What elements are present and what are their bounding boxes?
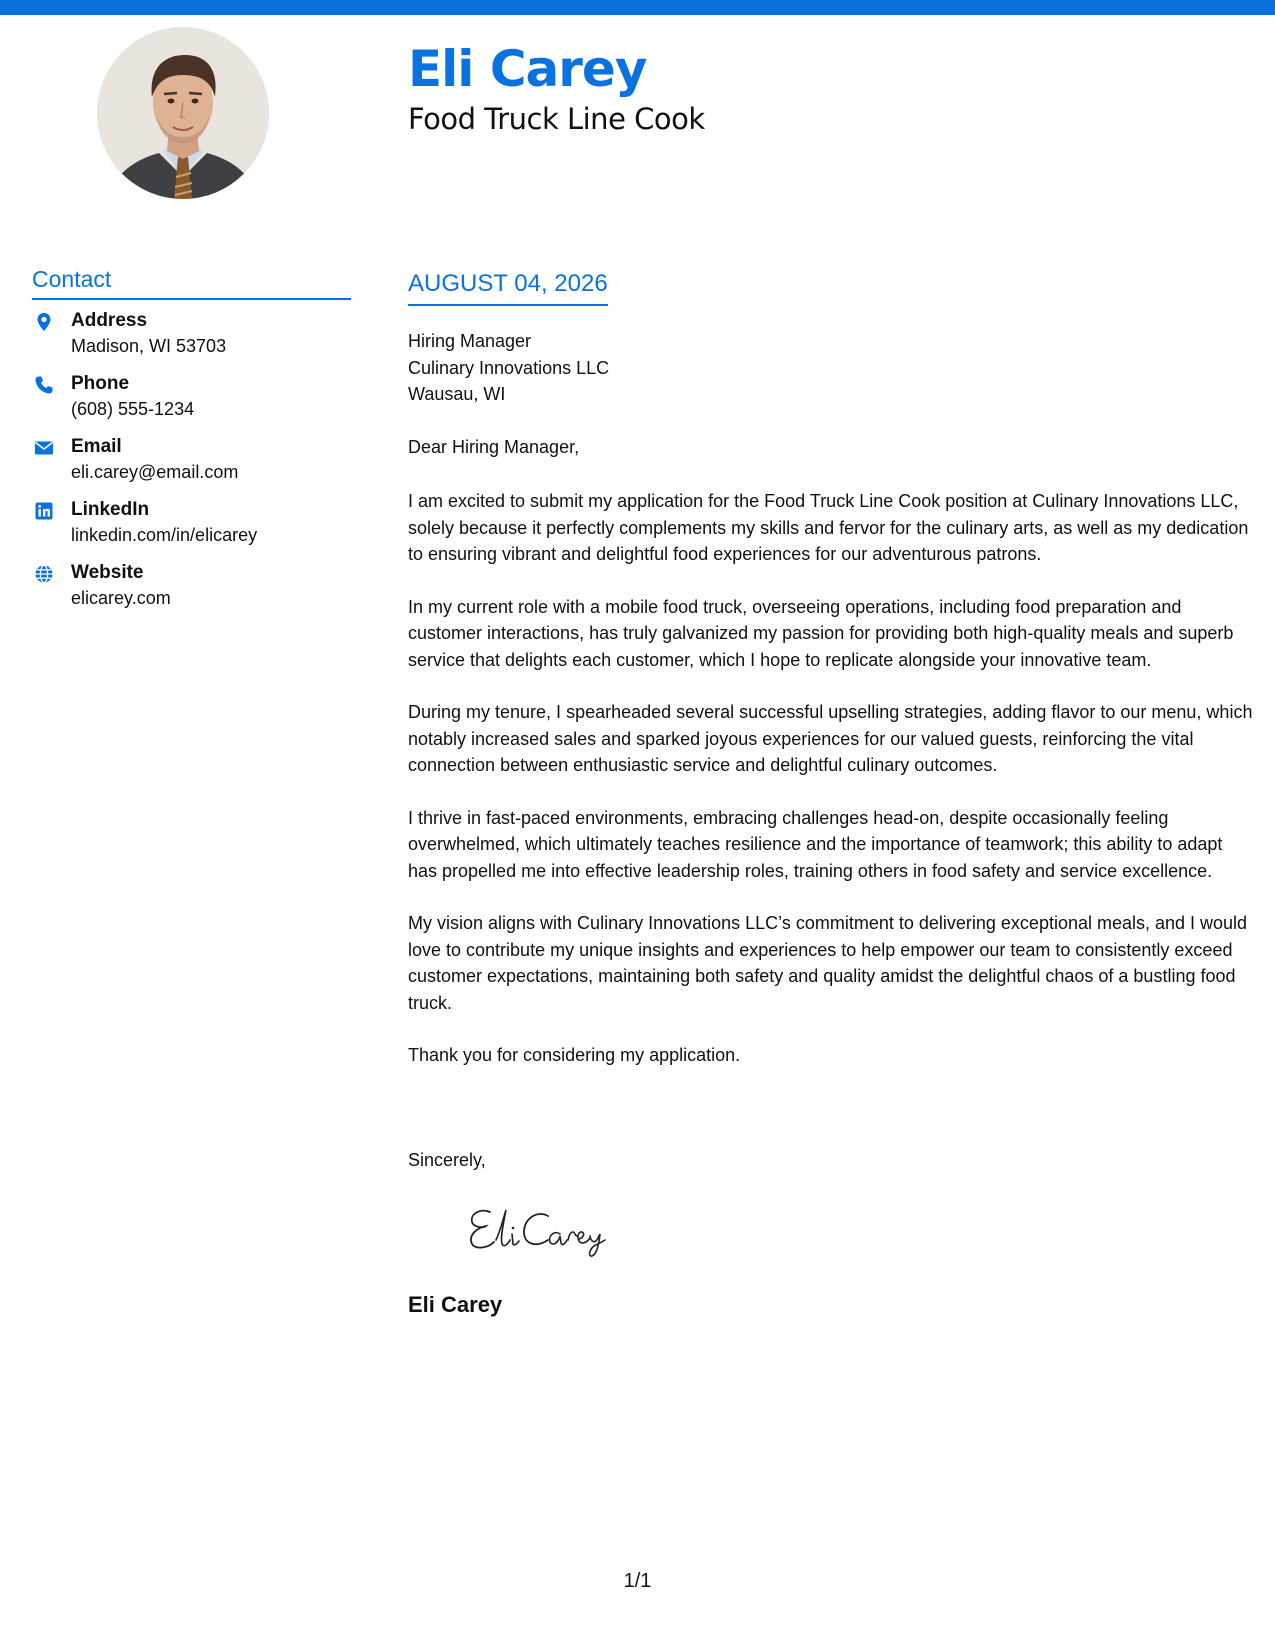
body-paragraph: I thrive in fast-paced environments, embracing challenges head-on, despite occasionally feeling overwhelmed, which ultimately teaches resilience and the importance of teamwork; this ability to adapt has propelled me into effective leadership roles, training others in food safety and service excellence. <box>408 807 1223 881</box>
contact-heading: Contact <box>32 266 351 300</box>
job-title: Food Truck Line Cook <box>408 102 705 136</box>
body-paragraph: My vision aligns with Culinary Innovations LLC’s commitment to delivering exceptional meals, and I would love to contribute my unique insights and experiences to help empower our team to consistently exceed customer expectations, maintaining both safety and quality amidst the delightful chaos of a bustling food truck. <box>408 913 1248 1013</box>
body-paragraph: During my tenure, I spearheaded several successful upselling strategies, adding flavor to our menu, which notably increased sales and sparked joyous experiences for our valued guests, reinforcing the vital connection between enthusiastic service and delightful culinary outcomes. <box>408 702 1253 775</box>
recipient-line: Culinary Innovations LLC <box>408 357 610 378</box>
closing: Sincerely, <box>408 1150 486 1170</box>
contact-label: Address <box>71 310 148 331</box>
page-number: 1/1 <box>623 1570 652 1592</box>
avatar <box>97 27 269 199</box>
contact-label: Phone <box>71 373 130 394</box>
linkedin-icon <box>34 501 54 521</box>
phone-icon <box>34 375 54 395</box>
recipient-line: Hiring Manager <box>408 331 532 351</box>
body-paragraph: I am excited to submit my application for the Food Truck Line Cook position at Culinary Innovations LLC, solely because it perfectly complements my skills and fervor for the culinary arts, as well as my dedication to ensuring vibrant and delightful food experiences for our adventurous patrons. <box>408 491 1249 564</box>
envelope-icon <box>34 438 54 458</box>
body-paragraph: Thank you for considering my application. <box>408 1045 741 1065</box>
recipient-line: Wausau, WI <box>408 384 506 404</box>
letter-body <box>408 488 1253 1095</box>
contact-value: linkedin.com/in/elicarey <box>71 525 258 545</box>
recipient-block <box>408 328 609 408</box>
contact-value: elicarey.com <box>71 588 171 608</box>
letter-date: AUGUST 04, 2026 <box>408 270 608 306</box>
salutation: Dear Hiring Manager, <box>408 437 580 457</box>
signer-name: Eli Carey <box>408 1292 503 1317</box>
body-paragraph: In my current role with a mobile food truck, overseeing operations, including food preparation and customer interactions, has truly galvanized my passion for providing both high-quality meals and superb service that delights each customer, which I hope to replicate alongside your innovative team. <box>408 596 1234 670</box>
contact-label: LinkedIn <box>71 499 150 520</box>
contact-value: Madison, WI 53703 <box>71 336 227 356</box>
globe-icon <box>34 564 54 584</box>
top-accent-bar <box>0 0 1275 15</box>
handwritten-signature <box>462 1198 632 1258</box>
candidate-name: Eli Carey <box>408 40 647 98</box>
contact-value: (608) 555-1234 <box>71 399 195 419</box>
contact-value: eli.carey@email.com <box>71 462 239 482</box>
contact-label: Website <box>71 562 144 583</box>
contact-label: Email <box>71 436 122 457</box>
map-pin-icon <box>34 312 54 332</box>
